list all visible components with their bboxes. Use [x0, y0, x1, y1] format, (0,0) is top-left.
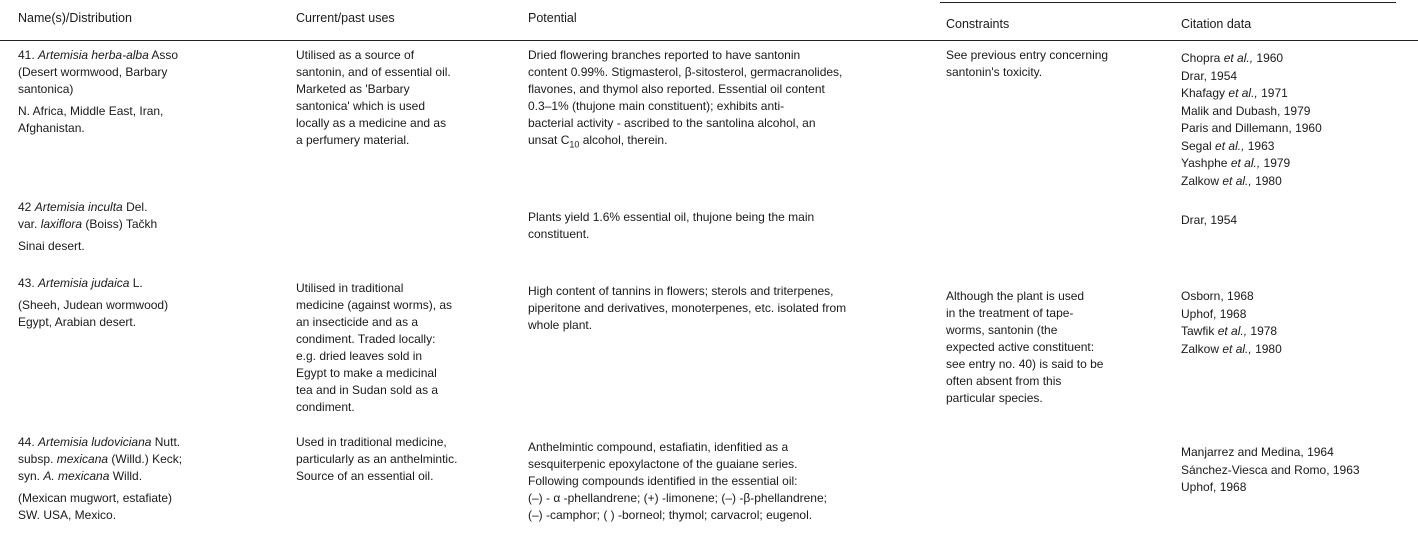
- citation: Drar, 1954: [1181, 68, 1238, 83]
- distribution: N. Africa, Middle East, Iran,: [18, 104, 164, 118]
- citation: Segal et al., 1963: [1181, 138, 1275, 153]
- entry-42-citations: [1181, 212, 1237, 230]
- common-name: (Desert wormwood, Barbary: [18, 65, 168, 79]
- potential-line: bacterial activity - ascribed to the santolina alcohol, an: [528, 116, 816, 130]
- entry-43-constraints: [946, 288, 1103, 407]
- uses-line: Marketed as 'Barbary: [296, 82, 410, 96]
- uses-line: santonica' which is used: [296, 99, 426, 113]
- species-authority: L.: [132, 276, 143, 290]
- potential-line: (–) -camphor; ( ) -borneol; thymol; carvacrol; eugenol.: [528, 508, 813, 522]
- potential-line: whole plant.: [528, 318, 593, 332]
- species-authority: Asso: [151, 48, 179, 62]
- entry-44-name: [18, 434, 182, 524]
- synonym-name: A. mexicana: [43, 469, 110, 483]
- synonym-authority: Willd.: [112, 469, 143, 483]
- variety-prefix: var.: [18, 217, 38, 231]
- citation: Zalkow et al., 1980: [1181, 173, 1282, 188]
- entry-42-name: [18, 199, 157, 255]
- entry-44-uses: [296, 434, 457, 485]
- entry-42-potential: [528, 209, 814, 243]
- subspecies-prefix: subsp.: [18, 452, 54, 466]
- uses-line: tea and in Sudan sold as a: [296, 383, 439, 397]
- constraints-line: often absent from this: [946, 374, 1062, 388]
- entry-43-uses: [296, 280, 452, 416]
- citation: Paris and Dillemann, 1960: [1181, 121, 1322, 135]
- uses-line: santonin, and of essential oil.: [296, 65, 451, 79]
- citation: Drar, 1954: [1181, 213, 1238, 227]
- potential-line: flavones, and thymol also reported. Essential oil content: [528, 82, 825, 96]
- uses-line: Source of an essential oil.: [296, 469, 434, 483]
- potential-line: Plants yield 1.6% essential oil, thujone being the main: [528, 210, 815, 224]
- constraints-line: worms, santonin (the: [946, 323, 1058, 337]
- common-name: (Mexican mugwort, estafiate): [18, 491, 173, 505]
- potential-line: 0.3–1% (thujone main constituent); exhibits anti-: [528, 99, 785, 113]
- constraints-line: particular species.: [946, 391, 1043, 405]
- synonym-prefix: syn.: [18, 469, 41, 483]
- uses-line: particularly as an anthelmintic.: [296, 452, 458, 466]
- header-name-distribution: Name(s)/Distribution: [18, 11, 132, 25]
- distribution: Sinai desert.: [18, 239, 85, 253]
- species-name: Artemisia judaica: [38, 276, 130, 290]
- header-potential: Potential: [528, 11, 577, 25]
- citation: Yashphe et al., 1979: [1181, 156, 1291, 170]
- subspecies-name: mexicana: [56, 452, 109, 466]
- entry-43-name: [18, 275, 168, 331]
- citation: Malik and Dubash, 1979: [1181, 103, 1311, 118]
- entry-number: 44.: [18, 435, 35, 449]
- species-authority: Del.: [126, 200, 148, 214]
- common-name: (Sheeh, Judean wormwood): [18, 298, 169, 312]
- entry-number: 41.: [18, 48, 35, 62]
- uses-line: Used in traditional medicine,: [296, 435, 447, 449]
- potential-line: Following compounds identified in the essential oil:: [528, 474, 798, 488]
- header-citation-data: Citation data: [1181, 17, 1252, 31]
- header-bottom-rule: [0, 40, 1418, 41]
- citation: Osborn, 1968: [1181, 289, 1254, 303]
- entry-44-potential: [528, 439, 827, 524]
- citation: Tawfik et al., 1978: [1181, 324, 1278, 338]
- citation: Uphof, 1968: [1181, 306, 1247, 321]
- distribution: Afghanistan.: [18, 121, 85, 135]
- constraints-line: Although the plant is used: [946, 289, 1085, 303]
- uses-line: an insecticide and as a: [296, 315, 419, 329]
- constraints-line: in the treatment of tape-: [946, 306, 1074, 320]
- uses-line: condiment. Traded locally:: [296, 332, 436, 346]
- potential-line: Anthelmintic compound, estafiatin, idenfitied as a: [528, 440, 789, 454]
- variety-name: laxiflora: [40, 217, 83, 231]
- citation: Khafagy et al., 1971: [1181, 86, 1288, 100]
- entry-41-name: [18, 47, 178, 137]
- entry-number: 42: [18, 200, 32, 214]
- entry-41-citations: [1181, 50, 1322, 190]
- header-current-past-uses: Current/past uses: [296, 11, 395, 25]
- species-authority: Nutt.: [154, 435, 181, 449]
- common-name: santonica): [18, 82, 74, 96]
- entry-41-constraints: [946, 47, 1108, 81]
- uses-line: condiment.: [296, 400, 355, 414]
- citation: Zalkow et al., 1980: [1181, 341, 1282, 356]
- constraints-line: expected active constituent:: [946, 340, 1095, 354]
- subspecies-authority: (Willd.) Keck;: [111, 452, 183, 466]
- potential-line: piperitone and derivatives, monoterpenes, etc. isolated from: [528, 301, 847, 315]
- distribution: SW. USA, Mexico.: [18, 508, 117, 522]
- uses-line: medicine (against worms), as: [296, 298, 453, 312]
- uses-line: Utilised as a source of: [296, 48, 415, 62]
- distribution: Egypt, Arabian desert.: [18, 315, 137, 329]
- entry-number: 43.: [18, 276, 35, 290]
- entry-43-citations: [1181, 288, 1282, 358]
- citation: Sánchez-Viesca and Romo, 1963: [1181, 462, 1360, 477]
- uses-line: Utilised in traditional: [296, 281, 404, 295]
- potential-line: content 0.99%. Stigmasterol, β-sitosterol, germacranolides,: [528, 65, 843, 79]
- potential-line: Dried flowering branches reported to have santonin: [528, 48, 801, 62]
- potential-line: unsat $C_{10}$ alcohol, therein.: [528, 133, 668, 150]
- uses-line: locally as a medicine and as: [296, 116, 447, 130]
- entry-41-uses: [296, 47, 451, 149]
- uses-line: Egypt to make a medicinal: [296, 366, 437, 380]
- citation: Uphof, 1968: [1181, 480, 1247, 494]
- entry-43-potential: [528, 283, 846, 334]
- species-name: Artemisia herba-alba: [38, 48, 149, 62]
- entry-44-citations: [1181, 444, 1360, 497]
- constraints-line: see entry no. 40) is said to be: [946, 357, 1104, 371]
- uses-line: a perfumery material.: [296, 133, 410, 147]
- potential-line: sesquiterpenic epoxylactone of the guaiane series.: [528, 457, 798, 471]
- constraints-line: santonin's toxicity.: [946, 65, 1043, 79]
- potential-line: High content of tannins in flowers; sterols and triterpenes,: [528, 284, 834, 298]
- potential-line: constituent.: [528, 227, 590, 241]
- entry-41-potential: [528, 47, 842, 153]
- header-constraints: Constraints: [946, 17, 1010, 31]
- variety-authority: (Boiss) Tačkh: [85, 217, 158, 231]
- potential-line: (–) - α -phellandrene; (+) -limonene; (–) -β-phellandrene;: [528, 491, 827, 505]
- header-top-rule: [940, 2, 1396, 3]
- uses-line: e.g. dried leaves sold in: [296, 349, 423, 363]
- species-name: Artemisia inculta: [34, 200, 123, 214]
- species-name: Artemisia ludoviciana: [38, 435, 152, 449]
- citation: Chopra et al., 1960: [1181, 51, 1284, 65]
- constraints-line: See previous entry concerning: [946, 48, 1109, 62]
- citation: Manjarrez and Medina, 1964: [1181, 445, 1334, 459]
